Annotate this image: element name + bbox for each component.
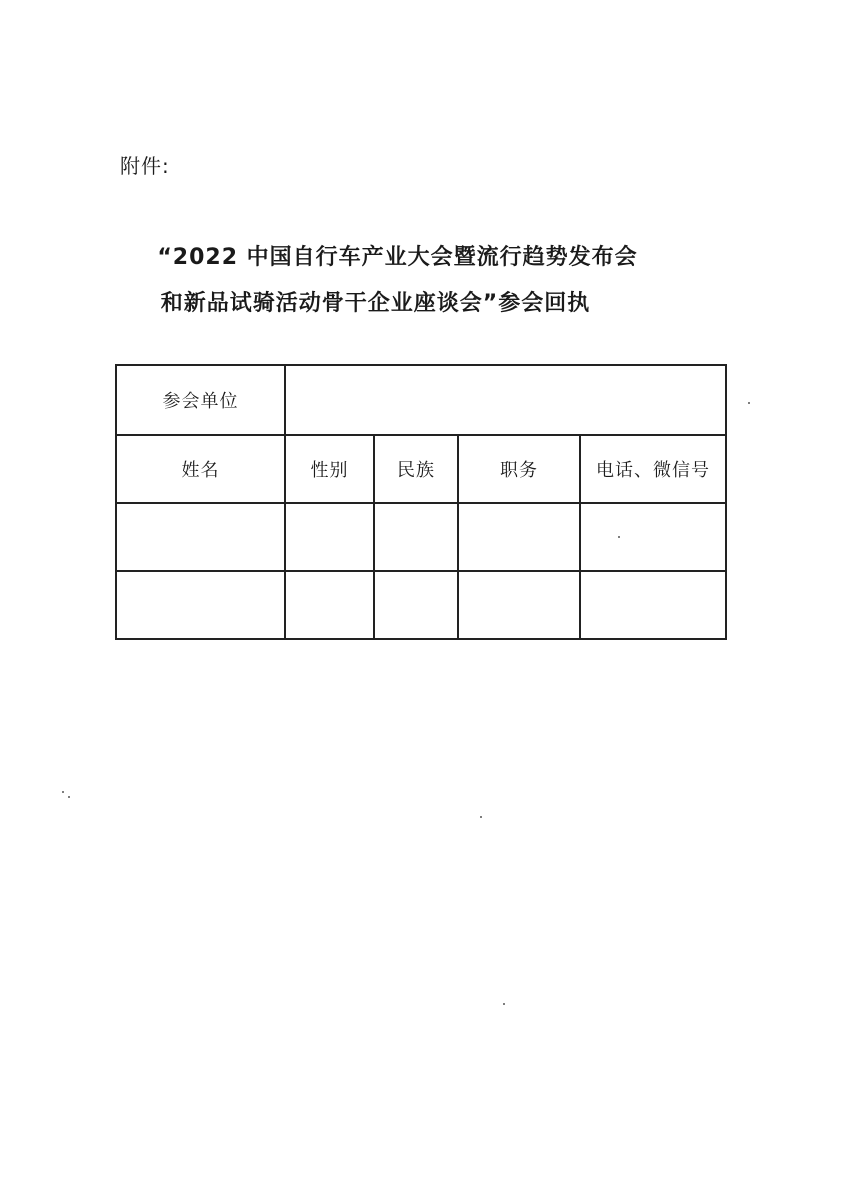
unit-row [116, 365, 726, 435]
unit-label-cell: 参会单位 [116, 365, 285, 435]
cell-name[interactable] [116, 571, 285, 639]
document-title-line-1: “2022 中国自行车产业大会暨流行趋势发布会 [157, 245, 638, 270]
attachment-label: 附件: [120, 154, 170, 178]
scan-speck [748, 402, 750, 404]
scan-speck [62, 791, 64, 793]
cell-name[interactable] [116, 503, 285, 571]
unit-value-cell[interactable] [285, 365, 726, 435]
header-ethnicity: 民族 [374, 435, 458, 503]
scan-speck [480, 816, 482, 818]
table-row [116, 571, 726, 639]
cell-gender[interactable] [285, 503, 374, 571]
header-phone-wechat: 电话、微信号 [580, 435, 726, 503]
scan-speck [618, 536, 620, 538]
scan-speck [68, 796, 70, 798]
table-row [116, 503, 726, 571]
cell-ethnicity[interactable] [374, 571, 458, 639]
scan-speck [503, 1003, 505, 1005]
header-row [116, 435, 726, 503]
cell-position[interactable] [458, 571, 580, 639]
document-title-line-2: 和新品试骑活动骨干企业座谈会”参会回执 [160, 291, 591, 316]
cell-ethnicity[interactable] [374, 503, 458, 571]
header-gender: 性别 [285, 435, 374, 503]
cell-position[interactable] [458, 503, 580, 571]
cell-phone-wechat[interactable] [580, 571, 726, 639]
cell-gender[interactable] [285, 571, 374, 639]
registration-form-table [115, 364, 727, 640]
cell-phone-wechat[interactable] [580, 503, 726, 571]
header-position: 职务 [458, 435, 580, 503]
header-name: 姓名 [116, 435, 285, 503]
